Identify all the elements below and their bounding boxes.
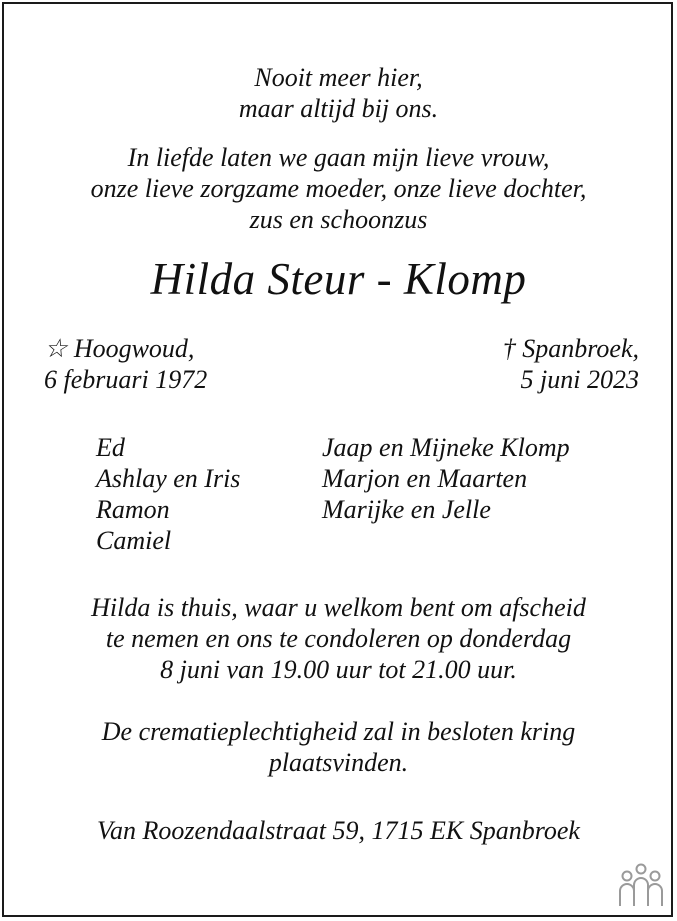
- motto-line: maar altijd bij ons.: [238, 94, 439, 123]
- ceremony-info: [0, 716, 677, 778]
- ceremony-line: plaatsvinden.: [268, 748, 409, 777]
- birth-info: [44, 333, 207, 395]
- family-list-right: [322, 432, 570, 525]
- intro-text: [0, 142, 677, 235]
- family-member: Ed: [96, 433, 125, 462]
- birth-place: Hoogwoud,: [73, 334, 195, 363]
- condolence-info: [0, 592, 677, 685]
- motto-line: Nooit meer hier,: [254, 63, 423, 92]
- condolence-line: te nemen en ons te condoleren op donderdag: [105, 624, 572, 653]
- deceased-name: Hilda Steur - Klomp: [150, 254, 527, 304]
- family-member: Marjon en Maarten: [322, 464, 528, 493]
- condolence-line: 8 juni van 19.00 uur tot 21.00 uur.: [160, 655, 517, 684]
- ceremony-line: De crematieplechtigheid zal in besloten kring: [101, 717, 576, 746]
- intro-line: zus en schoonzus: [249, 205, 428, 234]
- family-member: Jaap en Mijneke Klomp: [322, 433, 570, 462]
- people-group-icon: [618, 862, 664, 908]
- intro-line: onze lieve zorgzame moeder, onze lieve dochter,: [90, 174, 587, 203]
- family-member: Ashlay en Iris: [96, 464, 241, 493]
- birth-date: 6 februari 1972: [44, 365, 208, 394]
- condolence-line: Hilda is thuis, waar u welkom bent om afscheid: [91, 593, 586, 622]
- family-list-left: [96, 432, 240, 556]
- family-member: Camiel: [96, 526, 172, 555]
- family-member: Marijke en Jelle: [322, 495, 491, 524]
- family-member: Ramon: [96, 495, 170, 524]
- intro-line: In liefde laten we gaan mijn lieve vrouw,: [127, 143, 550, 172]
- address: Van Roozendaalstraat 59, 1715 EK Spanbroek: [97, 816, 580, 845]
- death-date: 5 juni 2023: [520, 365, 639, 394]
- cross-icon: †: [502, 334, 516, 363]
- death-place: Spanbroek,: [522, 334, 639, 363]
- star-icon: ☆: [44, 334, 68, 363]
- death-info: [503, 333, 639, 395]
- motto: [0, 62, 677, 124]
